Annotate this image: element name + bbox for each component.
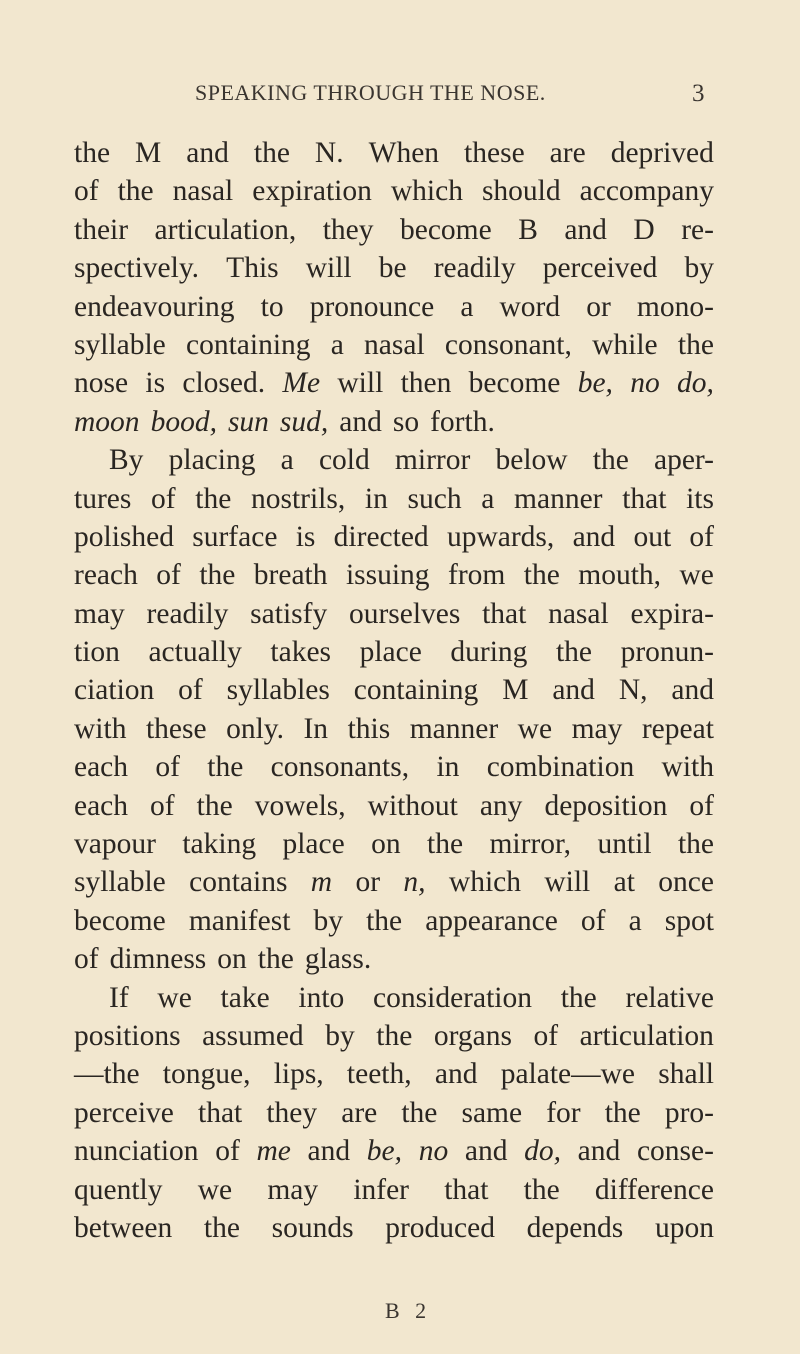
word: place	[282, 828, 345, 861]
word: the	[677, 328, 714, 361]
word: become	[74, 904, 166, 937]
italic-word: me	[256, 1135, 291, 1168]
word: sounds	[271, 1211, 354, 1244]
word: a	[330, 328, 344, 361]
word: take	[220, 981, 270, 1014]
word: or	[586, 290, 611, 323]
word: vapour	[74, 828, 156, 861]
word: between	[74, 1211, 173, 1244]
word: into	[298, 981, 345, 1014]
word: the	[74, 137, 111, 169]
word: When	[368, 137, 440, 169]
word: taking	[182, 828, 257, 861]
word: of	[215, 1135, 240, 1168]
word: of	[150, 789, 175, 822]
text-line	[74, 326, 714, 364]
text-line	[74, 172, 714, 210]
word: of	[533, 1019, 559, 1052]
text-line	[74, 787, 714, 825]
word: we	[517, 712, 553, 745]
word: so	[392, 405, 420, 438]
page-header	[195, 80, 705, 110]
word: assumed	[202, 1019, 304, 1052]
text-line	[74, 134, 714, 172]
word: of	[151, 482, 176, 515]
italic-word: m	[310, 866, 333, 899]
word: will	[305, 252, 352, 285]
word: manifest	[188, 904, 291, 937]
word: same	[461, 1096, 523, 1129]
word: lips,	[273, 1058, 324, 1091]
word: then	[400, 367, 452, 400]
word: that	[482, 597, 527, 630]
word: tion	[74, 636, 120, 669]
word: glass.	[304, 943, 372, 976]
word: without	[367, 789, 458, 822]
italic-word: do,	[677, 367, 714, 400]
word: consonants,	[270, 751, 410, 784]
word: spot	[664, 904, 714, 937]
word: cold	[318, 444, 370, 477]
word: polished	[74, 520, 174, 553]
word: each	[74, 751, 129, 784]
text-line	[74, 825, 714, 863]
word: is	[145, 367, 166, 400]
word: are	[549, 137, 586, 169]
word: teeth,	[346, 1058, 412, 1091]
word: quently	[74, 1173, 163, 1206]
word: nose	[74, 367, 129, 400]
text-line	[74, 1017, 714, 1055]
text-line	[74, 288, 714, 326]
word: by	[325, 1019, 355, 1052]
word: below	[495, 444, 568, 477]
word: the	[253, 137, 290, 169]
word: the	[427, 828, 464, 861]
word: the	[592, 444, 629, 477]
word: such	[407, 482, 462, 515]
word: containing	[353, 674, 479, 707]
word: B	[518, 213, 538, 246]
word: manner	[514, 482, 603, 515]
word: the	[604, 1096, 641, 1129]
word: at	[613, 866, 635, 899]
word: spectively.	[74, 252, 200, 285]
word: of	[178, 674, 203, 707]
word: closed.	[182, 367, 266, 400]
word: in	[364, 482, 388, 515]
text-line	[74, 940, 714, 978]
word: the	[117, 175, 154, 208]
word: upon	[654, 1211, 714, 1244]
text-line	[74, 403, 714, 441]
word: issuing	[345, 559, 430, 592]
word: word	[499, 290, 561, 323]
word: ourselves	[348, 597, 461, 630]
word: manner	[409, 712, 499, 745]
word: tures	[74, 482, 132, 515]
word: the	[376, 1019, 413, 1052]
word: directed	[333, 520, 429, 553]
word: and	[186, 137, 229, 169]
word: is	[295, 520, 316, 553]
word: the	[366, 904, 403, 937]
word: of	[689, 789, 714, 822]
italic-word: moon	[74, 405, 140, 438]
word: M	[502, 674, 529, 707]
word: which	[448, 866, 521, 899]
word: and	[339, 405, 382, 438]
word: the	[555, 636, 593, 669]
text-line	[74, 671, 714, 709]
word: nasal	[548, 597, 609, 630]
word: with	[74, 712, 127, 745]
word: nunciation	[74, 1135, 199, 1168]
word: may	[74, 597, 125, 630]
signature-mark: B 2	[385, 1298, 432, 1323]
running-title: SPEAKING THROUGH THE NOSE.	[195, 80, 546, 105]
word: readily	[146, 597, 229, 630]
word: articulation,	[154, 213, 297, 246]
word: perceive	[74, 1096, 174, 1129]
word: from	[448, 559, 506, 592]
word: the	[677, 828, 714, 861]
text-line	[74, 364, 714, 402]
word: any	[479, 789, 523, 822]
word: on	[371, 828, 401, 861]
text-line	[74, 211, 714, 249]
word: the	[257, 943, 294, 976]
word: organs	[433, 1019, 512, 1052]
italic-word: bood,	[150, 405, 217, 438]
italic-word: be,	[577, 367, 613, 400]
word: they	[322, 213, 374, 246]
word: depends	[526, 1211, 624, 1244]
word: their	[74, 213, 129, 246]
text-line	[74, 979, 714, 1017]
word: palate—we	[500, 1058, 636, 1091]
word: satisfy	[250, 597, 328, 630]
text-line	[74, 1132, 714, 1170]
word: shall	[658, 1058, 714, 1091]
word: pro-	[664, 1096, 714, 1129]
word: with	[661, 751, 714, 784]
italic-word: no	[630, 367, 660, 400]
page-number: 3	[692, 80, 705, 107]
word: of	[689, 520, 714, 553]
word: vowels,	[254, 789, 346, 822]
word: each	[74, 789, 129, 822]
italic-word: sun	[227, 405, 269, 438]
word: until	[597, 828, 652, 861]
text-line	[74, 1171, 714, 1209]
word: syllable	[74, 328, 166, 361]
word: syllable	[74, 866, 166, 899]
word: N,	[618, 674, 648, 707]
word: we	[679, 559, 714, 592]
word: and	[572, 520, 616, 553]
word: become	[468, 367, 561, 400]
word: of	[156, 559, 181, 592]
word: expiration	[252, 175, 372, 208]
word: mono-	[636, 290, 714, 323]
word: of	[74, 175, 99, 208]
word: these	[464, 137, 525, 169]
text-line	[74, 595, 714, 633]
word: become	[399, 213, 492, 246]
word: may	[571, 712, 623, 745]
word: these	[145, 712, 207, 745]
word: a	[481, 482, 495, 515]
word: containing	[185, 328, 311, 361]
word: its	[686, 482, 714, 515]
word: produced	[385, 1211, 495, 1244]
word: should	[481, 175, 561, 208]
word: breath	[253, 559, 328, 592]
text-line	[74, 1209, 714, 1247]
word: and	[307, 1135, 351, 1168]
word: to	[260, 290, 284, 323]
word: expira-	[630, 597, 714, 630]
word: the	[523, 559, 560, 592]
text-line	[74, 633, 714, 671]
word: only.	[226, 712, 284, 745]
word: forth.	[430, 405, 495, 438]
word: repeat	[641, 712, 714, 745]
word: infer	[353, 1173, 409, 1206]
word: upwards,	[446, 520, 555, 553]
text-line	[74, 748, 714, 786]
word: contains	[189, 866, 288, 899]
word: appearance	[425, 904, 558, 937]
word: or	[355, 866, 381, 899]
word: they	[266, 1096, 318, 1129]
word: on	[217, 943, 247, 976]
word: tongue,	[162, 1058, 251, 1091]
word: endeavouring	[74, 290, 235, 323]
text-line	[74, 556, 714, 594]
word: the	[207, 751, 244, 784]
text-line	[74, 1055, 714, 1093]
word: out	[633, 520, 672, 553]
word: aper-	[654, 444, 714, 477]
word: that	[444, 1173, 489, 1206]
word: by	[313, 904, 343, 937]
word: and	[434, 1058, 478, 1091]
word: and	[671, 674, 714, 707]
text-line	[74, 1094, 714, 1132]
word: dimness	[109, 943, 207, 976]
word: D	[633, 213, 655, 246]
word: articulation	[579, 1019, 714, 1052]
word: a	[628, 904, 642, 937]
word: surface	[192, 520, 278, 553]
word: —the	[74, 1058, 140, 1091]
word: will	[544, 866, 591, 899]
italic-word: sud,	[279, 405, 329, 438]
word: the	[199, 559, 236, 592]
word: deposition	[544, 789, 668, 822]
word: pronounce	[309, 290, 435, 323]
italic-word: Me	[282, 367, 321, 400]
word: of	[580, 904, 606, 937]
word: this	[347, 712, 391, 745]
word: nostrils,	[250, 482, 346, 515]
word: place	[359, 636, 422, 669]
word: a	[460, 290, 474, 323]
word: By	[109, 444, 144, 477]
text-line	[74, 249, 714, 287]
word: If	[109, 981, 129, 1014]
word: positions	[74, 1019, 181, 1052]
word: deprived	[610, 137, 714, 169]
word: the	[560, 981, 597, 1014]
italic-word: do,	[524, 1135, 561, 1168]
word: reach	[74, 559, 138, 592]
word: be	[378, 252, 407, 285]
word: syllables	[226, 674, 330, 707]
body-text	[74, 134, 714, 1247]
word: which	[390, 175, 463, 208]
italic-word: no	[418, 1135, 449, 1168]
word: relative	[625, 981, 714, 1014]
word: the	[195, 482, 232, 515]
word: the	[196, 789, 233, 822]
word: the	[523, 1173, 560, 1206]
word: during	[450, 636, 528, 669]
word: a	[280, 444, 294, 477]
word: nasal	[364, 328, 425, 361]
text-line	[74, 710, 714, 748]
word: by	[684, 252, 714, 285]
word: difference	[594, 1173, 714, 1206]
word: This	[226, 252, 279, 285]
text-line	[74, 518, 714, 556]
word: may	[267, 1173, 319, 1206]
word: consonant,	[444, 328, 572, 361]
word: while	[592, 328, 658, 361]
italic-word: be,	[366, 1135, 403, 1168]
text-line	[74, 480, 714, 518]
word: placing	[168, 444, 256, 477]
word: N.	[314, 137, 344, 169]
word: conse-	[636, 1135, 714, 1168]
word: nasal	[172, 175, 234, 208]
word: and	[552, 674, 595, 707]
word: readily	[433, 252, 516, 285]
word: mirror,	[489, 828, 572, 861]
word: re-	[681, 213, 714, 246]
word: the	[401, 1096, 438, 1129]
word: and	[577, 1135, 621, 1168]
italic-word: n,	[403, 866, 426, 899]
word: of	[155, 751, 180, 784]
word: takes	[270, 636, 332, 669]
word: mouth,	[578, 559, 662, 592]
text-line	[74, 441, 714, 479]
word: are	[341, 1096, 378, 1129]
word: we	[157, 981, 192, 1014]
word: will	[337, 367, 384, 400]
text-line	[74, 863, 714, 901]
word: ciation	[74, 674, 155, 707]
word: for	[546, 1096, 581, 1129]
word: actually	[148, 636, 242, 669]
word: in	[436, 751, 460, 784]
word: accompany	[579, 175, 714, 208]
word: pronun-	[620, 636, 714, 669]
text-line	[74, 902, 714, 940]
word: we	[197, 1173, 233, 1206]
word: M	[135, 137, 162, 169]
word: and	[464, 1135, 508, 1168]
word: In	[303, 712, 329, 745]
word: and	[564, 213, 607, 246]
word: that	[622, 482, 667, 515]
word: consideration	[373, 981, 532, 1014]
word: that	[198, 1096, 243, 1129]
word: combination	[486, 751, 635, 784]
word: mirror	[394, 444, 471, 477]
word: the	[203, 1211, 240, 1244]
word: of	[74, 943, 99, 976]
word: perceived	[542, 252, 658, 285]
word: once	[658, 866, 714, 899]
